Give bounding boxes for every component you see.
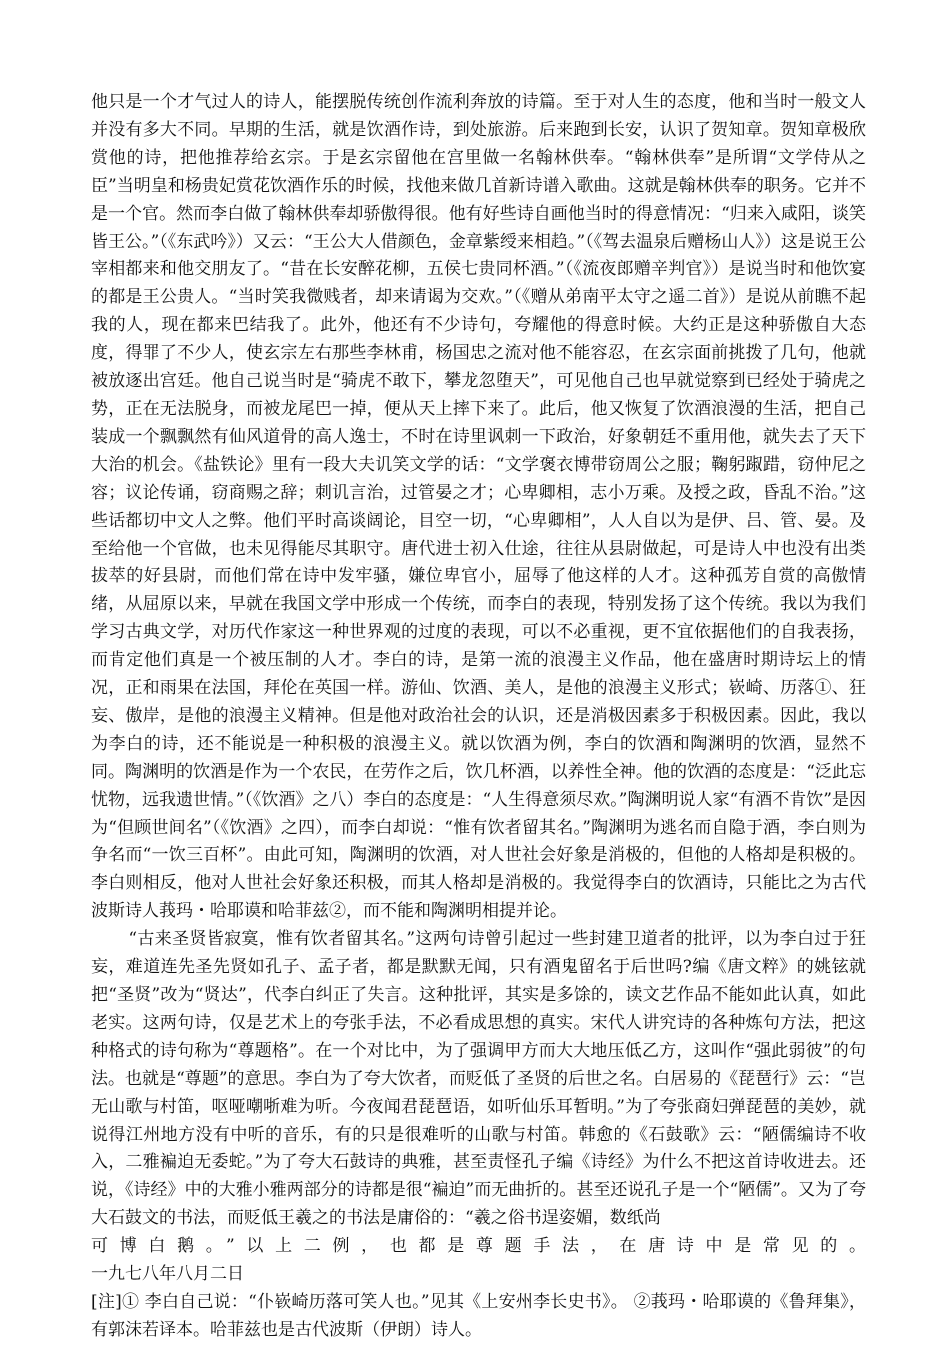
document-page [91, 89, 866, 1345]
body-paragraph-last-line: 可博白鹅。”以上二例，也都是尊题手法，在唐诗中是常见的。 [91, 1236, 866, 1257]
date-line: 一九七八年八月二日 [91, 1264, 244, 1285]
footnote: [注]① 李白自己说：“仆嵚崎历落可笑人也。”见其《上安州李长史书》。 ②莪玛・哈耶谟的《鲁拜集》，有郭沫若译本。哈菲兹也是古代波斯（伊朗）诗人。 [91, 1291, 866, 1340]
body-paragraph: “古来圣贤皆寂寞，惟有饮者留其名。”这两句诗曾引起过一些封建卫道者的批评，以为李白过于狂妄，难道连先圣先贤如孔子、孟子者，都是默默无闻，只有酒鬼留名于后世吗?编《唐文粹》的姚铉就把“圣贤”改为“贤达”，代李白纠正了失言。这种批评，其实是多馀的，读文艺作品不能如此认真，如此老实。这两句诗，仅是艺术上的夸张手法，不必看成思想的真实。宋代人讲究诗的各种炼句方法，把这种格式的诗句称为“尊题格”。在一个对比中，为了强调甲方而大大地压低乙方，这叫作“强此弱彼”的句法。也就是“尊题”的意思。李白为了夸大饮者，而贬低了圣贤的后世之名。白居易的《琵琶行》云：“岂无山歌与村笛，呕哑嘲哳难为听。今夜闻君琵琶语，如听仙乐耳暂明。”为了夸张商妇弹琵琶的美妙，就说得江州地方没有中听的音乐，有的只是很难听的山歌与村笛。韩愈的《石鼓歌》云：“陋儒编诗不收入，二雅褊迫无委蛇。”为了夸大石鼓诗的典雅，甚至责怪孔子编《诗经》为什么不把这首诗收进去。还说，《诗经》中的大雅小雅两部分的诗都是很“褊迫”而无曲折的。甚至还说孔子是一个“陋儒”。又为了夸大石鼓文的书法，而贬低王羲之的书法是庸俗的：“羲之俗书逞姿媚，数纸尚 [91, 929, 866, 1229]
body-paragraph: 他只是一个才气过人的诗人，能摆脱传统创作流利奔放的诗篇。至于对人生的态度，他和当时一般文人并没有多大不同。早期的生活，就是饮酒作诗，到处旅游。后来跑到长安，认识了贺知章。贺知章极欣赏他的诗，把他推荐给玄宗。于是玄宗留他在宫里做一名翰林供奉。“翰林供奉”是所谓“文学侍从之臣”当明皇和杨贵妃赏花饮酒作乐的时候，找他来做几首新诗谱入歌曲。这就是翰林供奉的职务。它并不是一个官。然而李白做了翰林供奉却骄傲得很。他有好些诗自画他当时的得意情况：“归来入咸阳，谈笑皆王公。”（《东武吟》）又云：“王公大人借颜色，金章紫绶来相趋。”（《驾去温泉后赠杨山人》）这是说王公宰相都来和他交朋友了。“昔在长安醉花柳，五侯七贵同杯酒。”（《流夜郎赠辛判官》）是说当时和他饮宴的都是王公贵人。“当时笑我微贱者，却来请谒为交欢。”（《赠从弟南平太守之遥二首》）是说从前瞧不起我的人，现在都来巴结我了。此外，他还有不少诗句，夸耀他的得意时候。大约正是这种骄傲自大态度，得罪了不少人，使玄宗左右那些李林甫，杨国忠之流对他不能容忍，在玄宗面前挑拨了几句，他就被放逐出宫廷。他自己说当时是“骑虎不敢下，攀龙忽堕天”，可见他自己也早就觉察到已经处于骑虎之势，正在无法脱身，而被龙尾巴一掉，便从天上摔下来了。此后，他又恢复了饮酒浪漫的生活，把自己装成一个飘飘然有仙风道骨的高人逸士，不时在诗里讽刺一下政治，好象朝廷不重用他，就失去了天下大治的机会。《盐铁论》里有一段大夫讥笑文学的话：“文学褒衣博带窃周公之服；鞠躬踧踖，窃仲尼之容；议论传诵，窃商赐之辞；刺讥言治，过管晏之才；心卑卿相，志小万乘。及授之政，昏乱不治。”这些话都切中文人之弊。他们平时高谈阔论，目空一切，“心卑卿相”，人人自以为是伊、吕、管、晏。及至给他一个官做，也未见得能尽其职守。唐代进士初入仕途，往往从县尉做起，可是诗人中也没有出类拔萃的好县尉，而他们常在诗中发牢骚，嫌位卑官小，屈辱了他这样的人才。这种孤芳自赏的高傲情绪，从屈原以来，早就在我国文学中形成一个传统，而李白的表现，特别发扬了这个传统。我以为我们学习古典文学，对历代作家这一种世界观的过度的表现，可以不必重视，更不宜依据他们的自我表扬，而肯定他们真是一个被压制的人才。李白的诗，是第一流的浪漫主义作品，他在盛唐时期诗坛上的情况，正和雨果在法国，拜伦在英国一样。游仙、饮酒、美人，是他的浪漫主义形式；嵚崎、历落①、狂妄、傲岸，是他的浪漫主义精神。但是他对政治社会的认识，还是消极因素多于积极因素。因此，我以为李白的诗，还不能说是一种积极的浪漫主义。就以饮酒为例，李白的饮酒和陶渊明的饮酒，显然不同。陶渊明的饮酒是作为一个农民，在劳作之后，饮几杯酒，以养性全神。他的饮酒的态度是：“泛此忘忧物，远我遗世情。”（《饮酒》之八）李白的态度是：“人生得意须尽欢。”陶渊明说人家“有酒不肯饮”是因为“但顾世间名”（《饮酒》之四），而李白却说：“惟有饮者留其名。”陶渊明为逃名而自隐于酒，李白则为争名而“一饮三百杯”。由此可知，陶渊明的饮酒，对人世社会好象是消极的，但他的人格却是积极的。李白则相反，他对人世社会好象还积极，而其人格却是消极的。我觉得李白的饮酒诗，只能比之为古代波斯诗人莪玛・哈耶谟和哈菲兹②，而不能和陶渊明相提并论。 [91, 92, 866, 922]
